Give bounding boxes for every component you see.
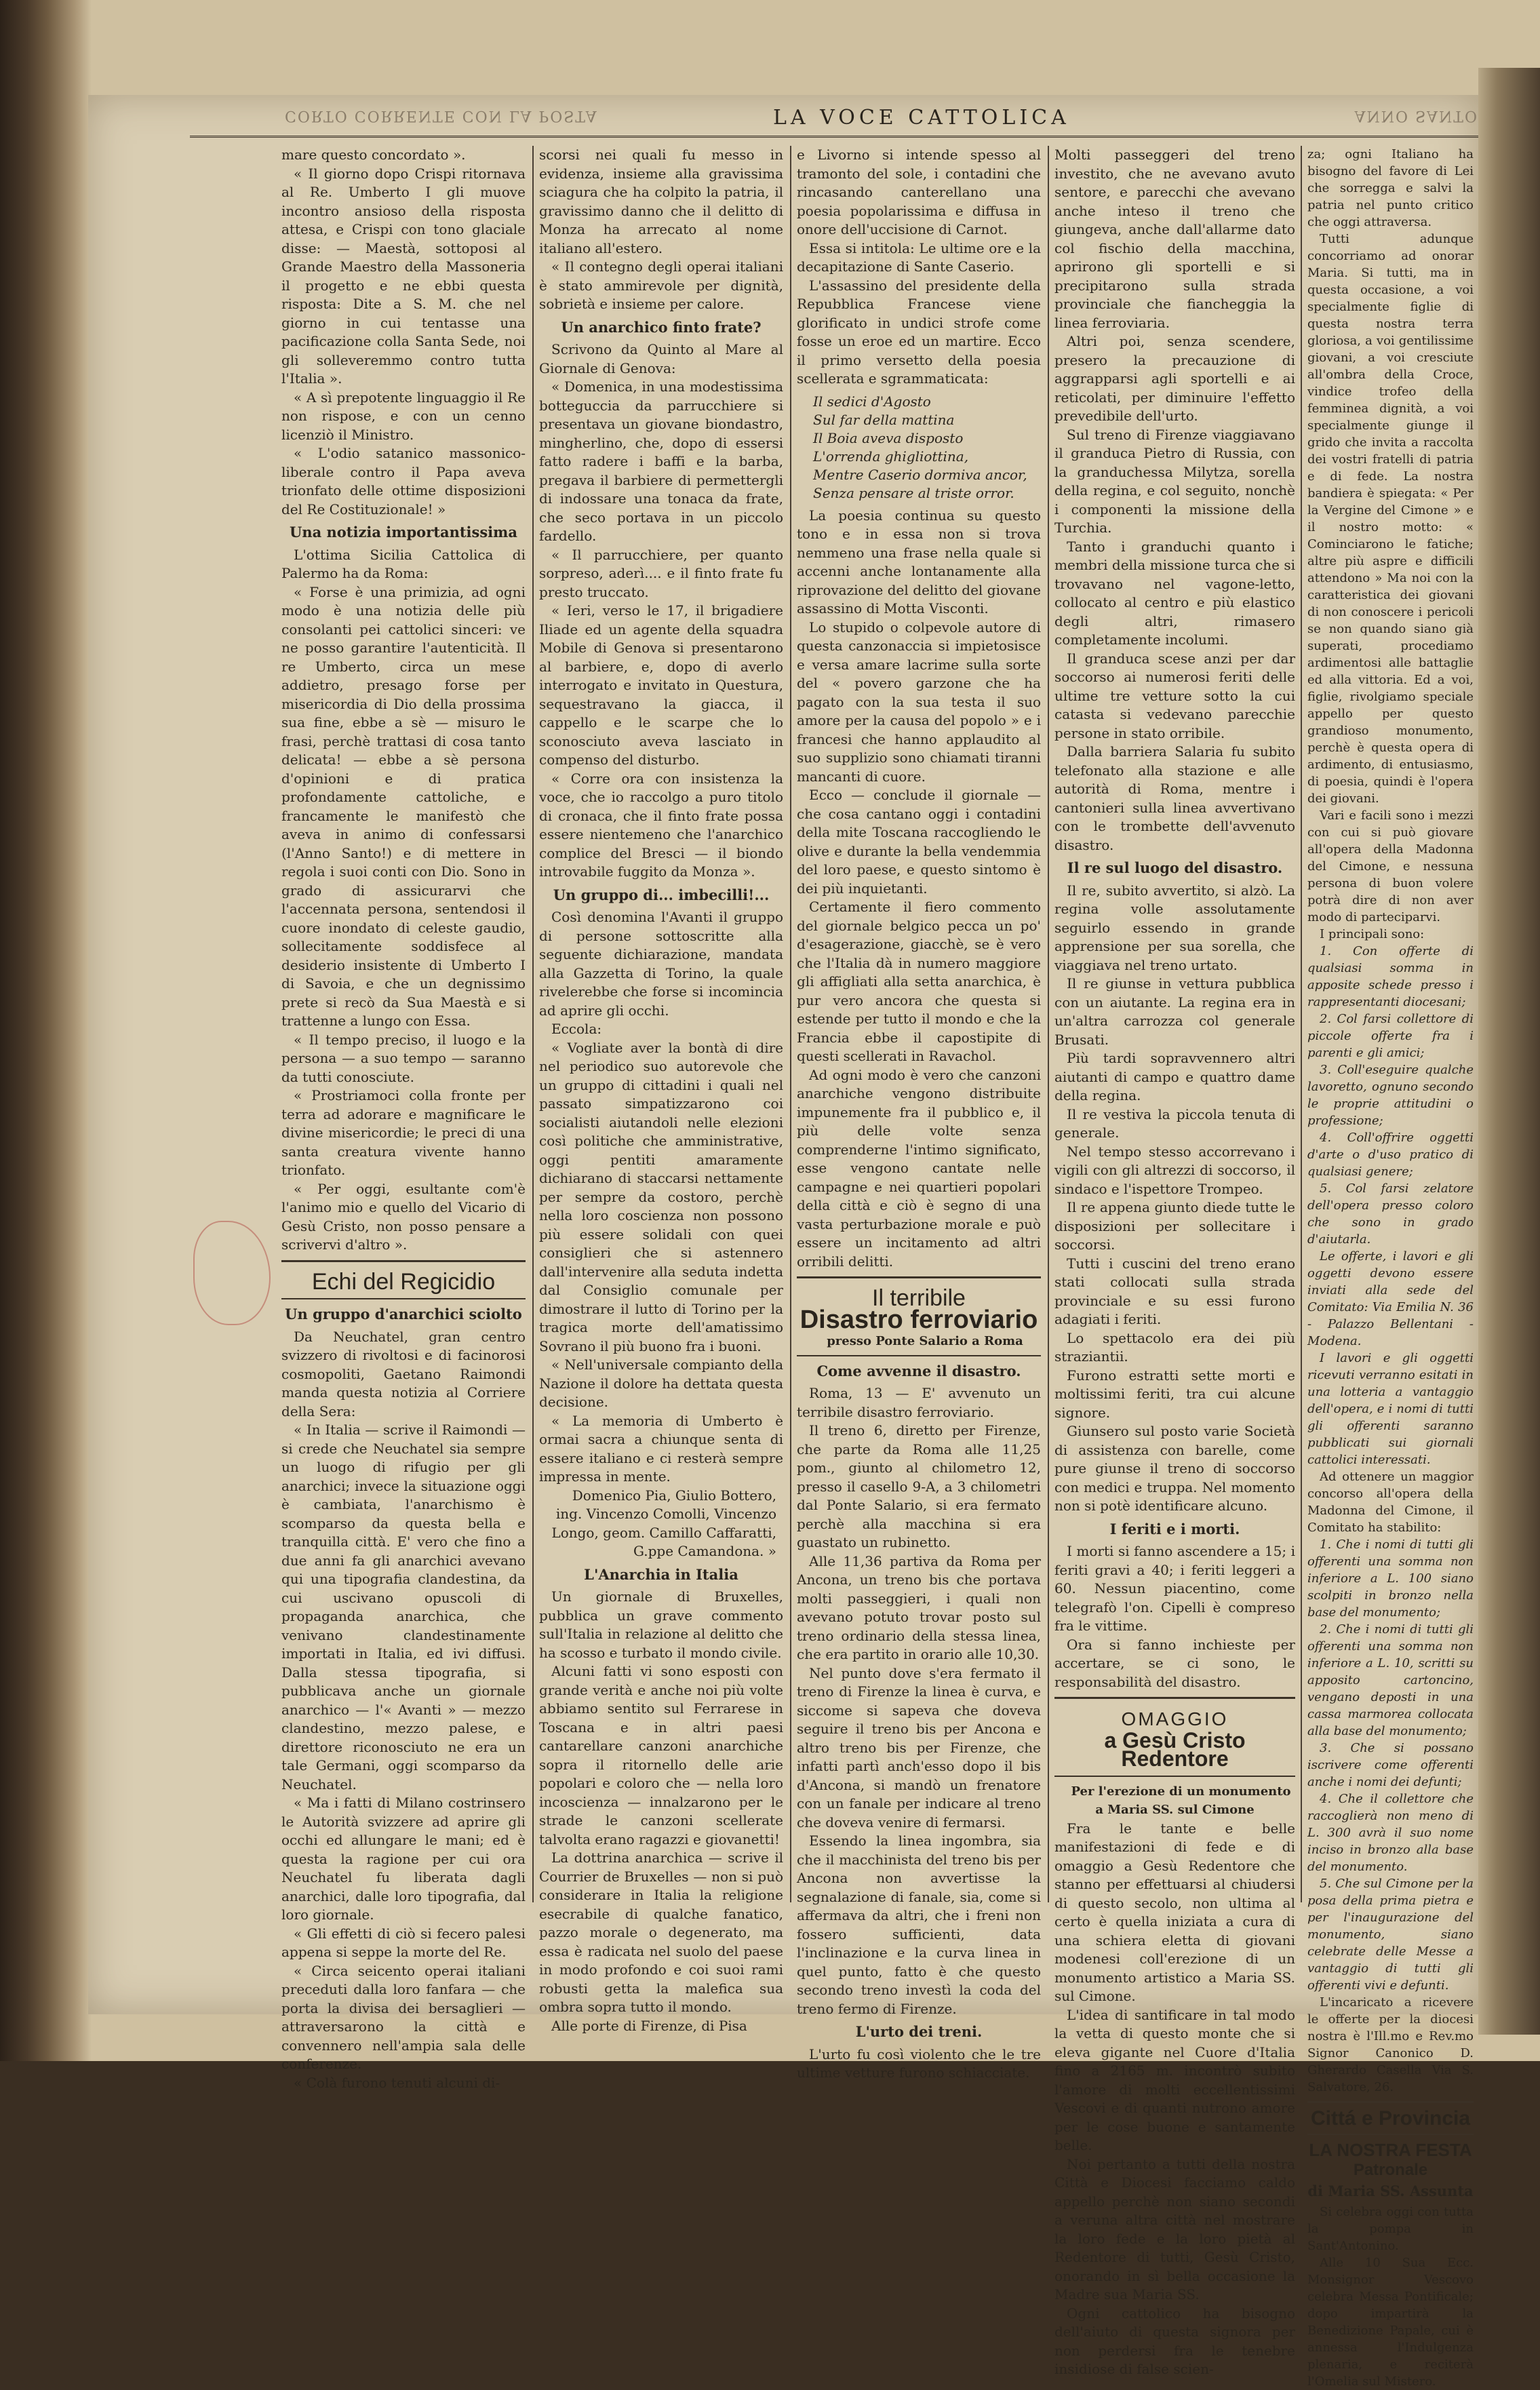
paragraph: Altri poi, senza scendere, presero la precauzione di aggrapparsi agli sportelli e ai reticolati, per diminuire l'effetto prevedibile dell'urto. bbox=[1054, 333, 1295, 424]
subheading: di Maria SS. Assunta bbox=[1307, 2182, 1474, 2199]
paragraph: L'assassino del presidente della Repubblica Francese viene glorificato in undici strofe come fosse un eroe ed un martire. Ecco il primo versetto della poesia scellerata e sgrammaticata: bbox=[797, 277, 1041, 387]
paragraph: Alle 10 Sua Ecc. Monsignor Vescovo celebra Messa Pontificale; dopo impartirà la Benedizione Papale, cui è annessa l'Indulgenza plenaria, e reciterà l'Omelia sul Mistero. bbox=[1307, 2256, 1474, 2389]
paragraph: L'incaricato a ricevere le offerte per la diocesi nostra è l'Ill.mo e Rev.mo Signor Canonico D. Gherardo Casella Via S. Salvatore, 26. bbox=[1307, 1995, 1474, 2094]
subheading: Il re sul luogo del disastro. bbox=[1067, 859, 1283, 876]
paragraph: Il re, subito avvertito, si alzò. La regina volle assolutamente seguirlo essendo in grande apprensione per sua sorella, che viaggiava nel treno urtato. bbox=[1054, 882, 1295, 973]
section-title: Il terribile bbox=[872, 1285, 966, 1311]
column-rule bbox=[1048, 146, 1049, 1902]
paragraph: La poesia continua su questo tono e in essa non si trova nemmeno una frase nella quale si accenni anche lontanamente alla riprovazione del delitto del giovane assassino di Motta Visconti. bbox=[797, 507, 1041, 616]
section-title: OMAGGIO bbox=[1121, 1708, 1229, 1729]
header-right: ANNO SANTO bbox=[1354, 107, 1478, 124]
headline: Disastro ferroviario bbox=[799, 1305, 1038, 1334]
list-item: 2. Col farsi collettore di piccole offerte fra i parenti e gli amici; bbox=[1307, 1012, 1474, 1060]
paragraph: Il re appena giunto diede tutte le disposizioni per sollecitare i soccorsi. bbox=[1054, 1199, 1295, 1253]
paragraph: « Forse è una primizia, ad ogni modo è una notizia delle più consolanti pei cattolici sinceri: ve ne posso garantire l'autenticità. Il re Umberto, circa un mese addietro, presago forse per misericordia di Dio della prossima sua fine, ebbe a sè — misuro le frasi, perchè trattasi di cosa tanto delicata! — ebbe a sè persona d'opinioni e di pratica profondamente cattoliche, e francamente le manifestò che aveva in animo di confessarsi (l'Anno Santo!) e di mettere in regola i suoi conti con Dio. Sono in grado di assicurarvi che l'accennata persona, sentendosi il cuore inondato di celeste gaudio, sollecitamente soddisfece al desiderio insistente di Umberto I di Savoia, e che un degnissimo prete si recò da Sua Maestà e si trattenne a lungo con Essa. bbox=[281, 583, 526, 1029]
list-item: 3. Che si possano iscrivere come offerenti anche i nomi dei defunti; bbox=[1307, 1741, 1474, 1789]
paragraph: « Corre ora con insistenza la voce, che io raccolgo a puro titolo di cronaca, che il finto frate possa essere nientemeno che l'anarchico complice del Bresci — il biondo introvabile fuggito da Monza ». bbox=[539, 770, 783, 880]
paragraph: Molti passeggeri del treno investito, che ne avevano avuto sentore, e parecchi che avevano anche inteso il treno che giungeva, anche dall'allarme dato col fischio della macchina, aprirono gli sportelli e si precipitarono sulla strada provinciale che fiancheggia la linea ferroviaria. bbox=[1054, 146, 1295, 331]
paragraph: Ecco — conclude il giornale — che cosa cantano oggi i contadini della mite Toscana raccogliendo le olive e durante la bella vendemmia del loro paese, e questo sintomo è dei più inquietanti. bbox=[797, 787, 1041, 897]
paragraph: e Livorno si intende spesso al tramonto del sole, i contadini che rincasando canterellano una poesia popolarissima e diffusa in onore dell'uccisione di Carnot. bbox=[797, 146, 1041, 237]
masthead-title: LA VOCE CATTOLICA bbox=[773, 106, 1070, 130]
subheading: Come avvenne il disastro. bbox=[816, 1362, 1021, 1379]
paragraph: Roma, 13 — E' avvenuto un terribile disastro ferroviario. bbox=[797, 1385, 1041, 1420]
paragraph: Furono estratti sette morti e moltissimi feriti, tra cui alcune signore. bbox=[1054, 1367, 1295, 1421]
paragraph: « Nell'universale compianto della Nazione il dolore ha dettata questa decisione. bbox=[539, 1356, 783, 1410]
paragraph: « L'odio satanico massonico-liberale contro il Papa aveva trionfato delle ottime disposizioni del Re Costituzionale! » bbox=[281, 445, 526, 517]
page-edge bbox=[1478, 68, 1540, 2035]
poem-line: Mentre Caserio dormiva ancor, bbox=[813, 466, 1027, 483]
paragraph: Dalla barriera Salaria fu subito telefonato alla stazione e alle autorità di Roma, mentre i cantonieri sulla linea avvertivano con le trombette dell'avvenuto disastro. bbox=[1054, 743, 1295, 853]
paragraph: Nel punto dove s'era fermato il treno di Firenze la linea è curva, e siccome si sapeva che doveva seguire il treno bis per Ancona e altro treno bis per Firenze, che infatti partì anch'esso dopo il bis d'Ancona, si mandò un frenatore con un fanale per indicare al treno che doveva venire di fermarsi. bbox=[797, 1664, 1041, 1830]
paragraph: Vari e facili sono i mezzi con cui si può giovare all'opera della Madonna del Cimone, e nessuna persona di buon volere potrà dire di non aver modo di parteciparvi. bbox=[1307, 808, 1474, 924]
paragraph: « Prostriamoci colla fronte per terra ad adorare e magnificare le divine misericordie; le preci di una santa creatura vivente hanno trionfato. bbox=[281, 1087, 526, 1178]
poem-line: Senza pensare al triste orror. bbox=[813, 484, 1014, 501]
column-rule bbox=[532, 146, 534, 1902]
subheading: L'Anarchia in Italia bbox=[584, 1565, 738, 1583]
column-rule bbox=[1301, 146, 1302, 1902]
paragraph: « A sì prepotente linguaggio il Re non rispose, e con un cenno licenziò il Ministro. bbox=[281, 389, 526, 443]
column-rule bbox=[790, 146, 791, 1902]
paragraph: Alle 11,36 partiva da Roma per Ancona, un treno bis che portava molti passeggieri, i quali non avevano potuto trovar posto sul treno ordinario della stessa linea, che era partito in orario alle 10,30. bbox=[797, 1552, 1041, 1662]
paragraph: « Per oggi, esultante com'è l'animo mio e quello del Vicario di Gesù Cristo, non posso pensare a scrivervi d'altro ». bbox=[281, 1180, 526, 1253]
section-box bbox=[797, 1276, 1041, 1356]
list-item: 2. Che i nomi di tutti gli offerenti una somma non inferiore a L. 10, scritti su apposito cartoncino, vengano deposti in una cassa marmorea collocata alla base del monumento; bbox=[1307, 1622, 1474, 1738]
list-item: 4. Che il collettore che raccoglierà non meno di L. 300 avrà il suo nome inciso in bronzo alla base del monumento. bbox=[1307, 1792, 1474, 1874]
paragraph: « Domenica, in una modestissima botteguccia da parrucchiere si presentava un giovane biondastro, mingherlino, che, dopo di essersi fatto radere i baffi e la barba, pregava il barbiere di permettergli di indossare una tonaca da frate, che seco portava in un piccolo fardello. bbox=[539, 378, 783, 544]
paragraph: Le offerte, i lavori e gli oggetti devono essere inviati alla sede del Comitato: Via Emilia N. 36 - Palazzo Bellentani - Modena. bbox=[1307, 1249, 1474, 1348]
paragraph: Giunsero sul posto varie Società di assistenza con barelle, come pure giunse il treno di soccorso con medici e truppa. Nel momento non si potè identificare alcuno. bbox=[1054, 1423, 1295, 1514]
paragraph: Si celebra oggi con tutta la pompa in Sant'Antonino. bbox=[1307, 2205, 1474, 2253]
headline: LA NOSTRA FESTA bbox=[1309, 2140, 1472, 2160]
headline: a Gesù Cristo Redentore bbox=[1104, 1727, 1246, 1771]
paragraph: « Vogliate aver la bontà di dire nel periodico suo autorevole che un gruppo di cittadini i quali nel passato simpatizzarono coi socialisti aiutandoli nelle elezioni così politiche che amministrative, oggi pentiti amaramente dichiarano di staccarsi nettamente per sempre da costoro, perchè nella loro coscienza non possono più essere solidali con quei consiglieri che si astennero dall'intervenire alla seduta indetta dal Consiglio comunale per dimostrare il lutto di Torino per la tragica morte dell'amatissimo Sovrano il più buono fra i buoni. bbox=[539, 1039, 783, 1354]
paragraph: Lo spettacolo era dei più straziantii. bbox=[1054, 1329, 1295, 1365]
subheading: I feriti e i morti. bbox=[1109, 1520, 1240, 1537]
paragraph: Un giornale di Bruxelles, pubblica un grave commento sull'Italia in relazione al delitto che ha scosso e turbato il mondo civile. bbox=[539, 1588, 783, 1661]
paragraph: Ogni cattolico ha bisogno dell'aiuto di questa signora per non perdersi fra le tenebre insidiose di false scien- bbox=[1054, 2305, 1295, 2377]
paragraph: Noi pertanto a tutti della nostra Città e Diocesi facciamo caldo appello perchè non siano secondi a veruna altra città nel mostrare la loro fede e la loro pietà al Redentore di tutti, Gesù Cristo, onorando in sì bella occasione la Madre sua Maria SS. bbox=[1054, 2155, 1295, 2303]
paragraph: L'ottima Sicilia Cattolica di Palermo ha da Roma: bbox=[281, 546, 526, 581]
poem-line: Il sedici d'Agosto bbox=[813, 393, 931, 410]
paragraph: Il treno 6, diretto per Firenze, che parte da Roma alle 11,25 pom., giunto al chilometro 12, presso il casello 9-A, a 3 chilometri dal Ponte Salario, si era fermato perchè alla macchina si era guastato un rubinetto. bbox=[797, 1422, 1041, 1550]
list-item: 4. Coll'offrire oggetti d'arte o d'uso pratico di qualsiasi genere; bbox=[1307, 1131, 1474, 1179]
paragraph: « Il giorno dopo Crispi ritornava al Re. Umberto I gli muove incontro ansioso della risposta attesa, e Crispi con tono glaciale disse: — Maestà, sottoposi al Grande Maestro della Massoneria il progetto e ne ebbi questa risposta: Dite a S. M. che nel giorno in cui tentasse una pacificazione colla Santa Sede, noi gli solleveremmo contro tutta l'Italia ». bbox=[281, 165, 526, 387]
subheading: Un gruppo d'anarchici sciolto bbox=[285, 1306, 522, 1323]
paragraph: Scrivono da Quinto al Mare al Giornale di Genova: bbox=[539, 341, 783, 376]
paragraph: I principali sono: bbox=[1320, 927, 1425, 941]
list-item: 5. Che sul Cimone per la posa della prima pietra e per l'inaugurazione del monumento, siano celebrate delle Messe a vantaggio di tutti gli offerenti vivi e defunti. bbox=[1307, 1877, 1474, 1993]
paragraph: Più tardi sopravvennero altri aiutanti di campo e quattro dame della regina. bbox=[1054, 1050, 1295, 1103]
paragraph: « Il tempo preciso, il luogo e la persona — a suo tempo — saranno da tutti conosciute. bbox=[281, 1031, 526, 1085]
paragraph: Tutti adunque concorriamo ad onorar Maria. Si tutti, ma in questa occasione, a voi specialmente figlie di questa nostra terra gloriosa, a voi gentilissime giovani, a voi cresciute all'ombra della Croce, vindice trofeo della femminea dignità, a voi specialmente giunge il grido che invita a raccolta dei vostri fratelli di patria e di fede. La nostra bandiera è spiegata: « Per la Vergine del Cimone » e il nostro motto: « Cominciarono le fatiche; altre più aspre e difficili attendono » Ma noi con la caratteristica dei giovani di non conoscere i pericoli se non quando siano già superati, procediamo ardimentosi alle battaglie ed alla vittoria. Ed a voi, figlie, rivolgiamo speciale appello per questo grandioso monumento, perchè è questa opera di ardimento, di entusiasmo, di poesia, quindi è l'opera dei giovani. bbox=[1307, 232, 1474, 806]
paragraph: « In Italia — scrive il Raimondi — si crede che Neuchatel sia sempre un luogo di rifugio per gli anarchici; invece la situazione oggi è cambiata, l'anarchismo è scomparso da questa bella e tranquilla città. E' vero che fino a due anni fa gli anarchici avevano qui una tipografia clandestina, da cui uscivano opuscoli di propaganda anarchica, che venivano clandestinamente importati in Italia, ed ivi diffusi. Dalla stessa tipografia, si pubblicava anche un giornale anarchico — l'« Avanti » — mezzo clandestino, mezzo palese, e direttore riconosciuto ne era un tale Germani, oggi scomparso da Neuchatel. bbox=[281, 1422, 526, 1792]
paragraph: Certamente il fiero commento del giornale belgico pecca un po' d'esagerazione, giacchè, se è vero che l'Italia dà in numero maggiore gli affigliati alla setta anarchica, è pur vero ancora che questa si estende per tutto il mondo e che la Francia ebbe il capostipite di questi scellerati in Ravachol. bbox=[797, 899, 1041, 1064]
paragraph: Ad ogni modo è vero che canzoni anarchiche vengono distribuite impunemente fra il pubblico e, il più delle volte senza comprenderne l'intimo significato, esse vengono cantate nelle campagne e nei quartieri popolari della città e ciò è segno di una vasta perturbazione morale e può essere un incitamento ad altri orribili delitti. bbox=[797, 1066, 1041, 1270]
section-box bbox=[1054, 1697, 1295, 1777]
subheading: Una notizia importantissima bbox=[290, 524, 517, 541]
paragraph: Tutti i cuscini del treno erano stati collocati sulla strada provinciale e su essi furono adagiati i feriti. bbox=[1054, 1255, 1295, 1327]
paragraph: « La memoria di Umberto è ormai sacra a chiunque senta di essere italiano e ci resterà sempre impressa in mente. bbox=[539, 1412, 783, 1485]
list-item: 5. Col farsi zelatore dell'opera presso coloro che sono in grado d'aiutarla. bbox=[1307, 1181, 1474, 1247]
poem-verse bbox=[797, 393, 1041, 503]
section-title: Echi del Regicidio bbox=[311, 1268, 496, 1295]
page-header bbox=[190, 102, 1478, 138]
list-item: 1. Che i nomi di tutti gli offerenti una somma non inferiore a L. 100 siano scolpiti in bronzo nella base del monumento; bbox=[1307, 1537, 1474, 1620]
list-item: 1. Con offerte di qualsiasi somma in apposite schede presso i rappresentanti diocesani; bbox=[1307, 944, 1474, 1009]
section-title: Cittá e Provincia bbox=[1310, 2107, 1471, 2130]
paragraph: Alcuni fatti vi sono esposti con grande verità e anche noi più volte abbiamo sentito sul Ferrarese in Toscana e in altri paesi cantarellare canzoni anarchiche sopra il ritornello delle arie popolari e coloro che — nella loro incoscienza — innalzarono per le strade le canzoni scellerate talvolta erano ragazzi e giovanetti! bbox=[539, 1663, 783, 1847]
paragraph: Sul treno di Firenze viaggiavano il granduca Pietro di Russia, con la granduchessa Milytza, sorella della regina, e col seguito, nonchè i componenti la missione della Turchia. bbox=[1054, 426, 1295, 536]
column-1 bbox=[281, 146, 526, 2092]
subheading: L'urto dei treni. bbox=[855, 2023, 983, 2040]
paragraph: « Ieri, verso le 17, il brigadiere Iliade ed un agente della squadra Mobile di Genova si presentarono al barbiere, e, dopo di averlo interrogato e invitato in Questura, sequestravano la giacca, il cappello e le scarpe che lo sconosciuto aveva lasciato in compenso del disturbo. bbox=[539, 602, 783, 768]
paragraph: Così denomina l'Avanti il gruppo di persone sottoscritte alla seguente dichiarazione, mandata alla Gazzetta di Torino, la quale rivelerebbe che forse si incomincia ad aprire gli occhi. bbox=[539, 909, 783, 1019]
paragraph: Nel tempo stesso accorrevano i vigili con gli altrezzi di soccorso, il sindaco e l'ispettore Trompeo. bbox=[1054, 1143, 1295, 1197]
paragraph: Ad ottenere un maggior concorso all'opera della Madonna del Cimone, il Comitato ha stabilito: bbox=[1307, 1470, 1474, 1535]
column-5 bbox=[1307, 146, 1474, 2390]
section-box bbox=[281, 1260, 526, 1300]
paragraph: za; ogni Italiano ha bisogno del favore di Lei che sorregga e salvi la patria nel punto critico che oggi attraversa. bbox=[1307, 147, 1474, 229]
paragraph: Fra le tante e belle manifestazioni di fede e di omaggio a Gesù Redentore che stanno per effettuarsi al chiudersi di questo secolo, non ultima al certo è quella iniziata a cura di una schiera eletta di giovani modenesi coll'erezione di un monumento artistico a Maria SS. sul Cimone. bbox=[1054, 1820, 1295, 2004]
paragraph: Il granduca scese anzi per dar soccorso ai numerosi feriti delle ultime tre vetture sotto la cui catasta si vedevano parecchie persone in stato orribile. bbox=[1054, 650, 1295, 741]
paragraph: Essendo la linea ingombra, sia che il macchinista del treno bis per Ancona non avvertisse la segnalazione di fanale, sia, come si affermava da altri, che i freni non fossero sufficienti, data l'inclinazione e la curva linea in quel punto, fatto è che questo secondo treno investì la coda del treno fermo di Firenze. bbox=[797, 1833, 1041, 2017]
column-4 bbox=[1054, 146, 1295, 2379]
paragraph: « Gli effetti di ciò si fecero palesi appena si seppe la morte del Re. bbox=[281, 1925, 526, 1960]
paragraph: Alle porte di Firenze, di Pisa bbox=[551, 2017, 747, 2034]
paragraph: Essa si intitola: Le ultime ore e la decapitazione di Sante Caserio. bbox=[797, 239, 1041, 275]
paragraph: Lo stupido o colpevole autore di questa canzonaccia si impietosisce e versa amare lacrime sulla sorte del « povero garzone che ha pagato con la sua testa il suo amore per la causa del popolo » e i francesi che hanno applaudito al suo supplizio sono chiamati tiranni mancanti di cuore. bbox=[797, 619, 1041, 785]
headline: Patronale bbox=[1353, 2161, 1428, 2179]
paragraph: « Circa seicento operai italiani preceduti dalla loro fanfara — che porta la divisa dei bersaglieri — attraversarono la città e convennero nell'ampia sala delle conferenze. bbox=[281, 1962, 526, 2072]
section-box bbox=[1307, 2101, 1474, 2135]
paragraph: Ora si fanno inchieste per accertare, se ci sono, le responsabilità del disastro. bbox=[1054, 1636, 1295, 1690]
paragraph: mare questo concordato ». bbox=[281, 146, 466, 163]
headline-subtitle: presso Ponte Salario a Roma bbox=[827, 1334, 1023, 1348]
paragraph: « Colà furono tenuti alcuni di- bbox=[294, 2074, 500, 2091]
paragraph: L'urto fu così violento che le tre ultime vetture furono schiacciate. bbox=[797, 2045, 1041, 2081]
paragraph: Il re giunse in vettura pubblica con un aiutante. La regina era in un'altra carrozza col generale Brusati. bbox=[1054, 975, 1295, 1048]
poem-line: Sul far della mattina bbox=[813, 411, 955, 428]
paragraph: « Ma i fatti di Milano costrinsero le Autorità svizzere ad aprire gli occhi ed allungare le mani; ed è questa la ragione per cui ora Neuchatel fu liberata dagli anarchici, dalle loro tipografia, dal loro giornale. bbox=[281, 1795, 526, 1923]
poem-line: L'orrenda ghigliottina, bbox=[813, 448, 969, 465]
column-3 bbox=[797, 146, 1041, 2083]
subheading: Un anarchico finto frate? bbox=[561, 318, 762, 336]
paragraph: L'idea di santificare in tal modo la vetta di questo monte che si eleva gigante nel Cuore d'Italia fino a 2165 m. incontrò subito l'amore di molti eccellentissimi Vescovi e di quanti nutrono amore per le cose buone e santamente belle. bbox=[1054, 2006, 1295, 2153]
subheading: Un gruppo di... imbecilli!... bbox=[553, 886, 770, 903]
paragraph: Da Neuchatel, gran centro svizzero di rivoltosi e di facinorosi cosmopoliti, Gaetano Raimondi manda questa notizia al Corriere della Sera: bbox=[281, 1328, 526, 1419]
column-2 bbox=[539, 146, 783, 2035]
paragraph: Il re vestiva la piccola tenuta di generale. bbox=[1054, 1105, 1295, 1141]
paragraph: Tanto i granduchi quanto i membri della missione turca che si trovavano nel vagone-letto, collocato al centro e più elastico degli altri, rimasero completamente incolumi. bbox=[1054, 538, 1295, 648]
signatories: Domenico Pia, Giulio Bottero, ing. Vincenzo Comolli, Vincenzo Longo, geom. Camillo Caffaratti, G.ppe Camandona. » bbox=[551, 1487, 776, 1559]
paragraph: I morti si fanno ascendere a 15; i feriti gravi a 40; i feriti leggeri a 60. Nessun piacentino, come telegrafò l'on. Cipelli è compreso fra le vittime. bbox=[1054, 1543, 1295, 1634]
paragraph: La dottrina anarchica — scrive il Courrier de Bruxelles — non si può considerare in Italia la religione esecrabile di qualche fanatico, pazzo morale o degenerato, ma essa è radicata nel suolo del paese in modo profondo e coi suoi rami robusti getta la malefica sua ombra sopra tutto il mondo. bbox=[539, 1849, 783, 2015]
paragraph: « Il contegno degli operai italiani è stato ammirevole per dignità, sobrietà e insieme per calore. bbox=[539, 258, 783, 312]
paragraph: Eccola: bbox=[551, 1021, 602, 1037]
paragraph: scorsi nei quali fu messo in evidenza, insieme alla gravissima sciagura che ha colpito la patria, il gravissimo danno che il delitto di Monza ha arrecato al nome italiano all'estero. bbox=[539, 146, 783, 256]
headline-subtitle: Per l'erezione di un monumento a Maria SS. sul Cimone bbox=[1071, 1784, 1291, 1817]
list-item: 3. Coll'eseguire qualche lavoretto, ognuno secondo le proprie attitudini o professione; bbox=[1307, 1063, 1474, 1128]
paragraph: I lavori e gli oggetti ricevuti verranno esitati in una lotteria a vantaggio dell'opera, e i nomi di tutti gli offerenti saranno pubblicati sui giornali cattolici interessati. bbox=[1307, 1351, 1474, 1467]
paragraph: « Il parrucchiere, per quanto sorpreso, aderì.... e il finto frate fu presto truccato. bbox=[539, 546, 783, 600]
poem-line: Il Boia aveva disposto bbox=[813, 429, 964, 446]
header-left: CORTO CORRENTE CON LA POSTA bbox=[285, 107, 598, 124]
